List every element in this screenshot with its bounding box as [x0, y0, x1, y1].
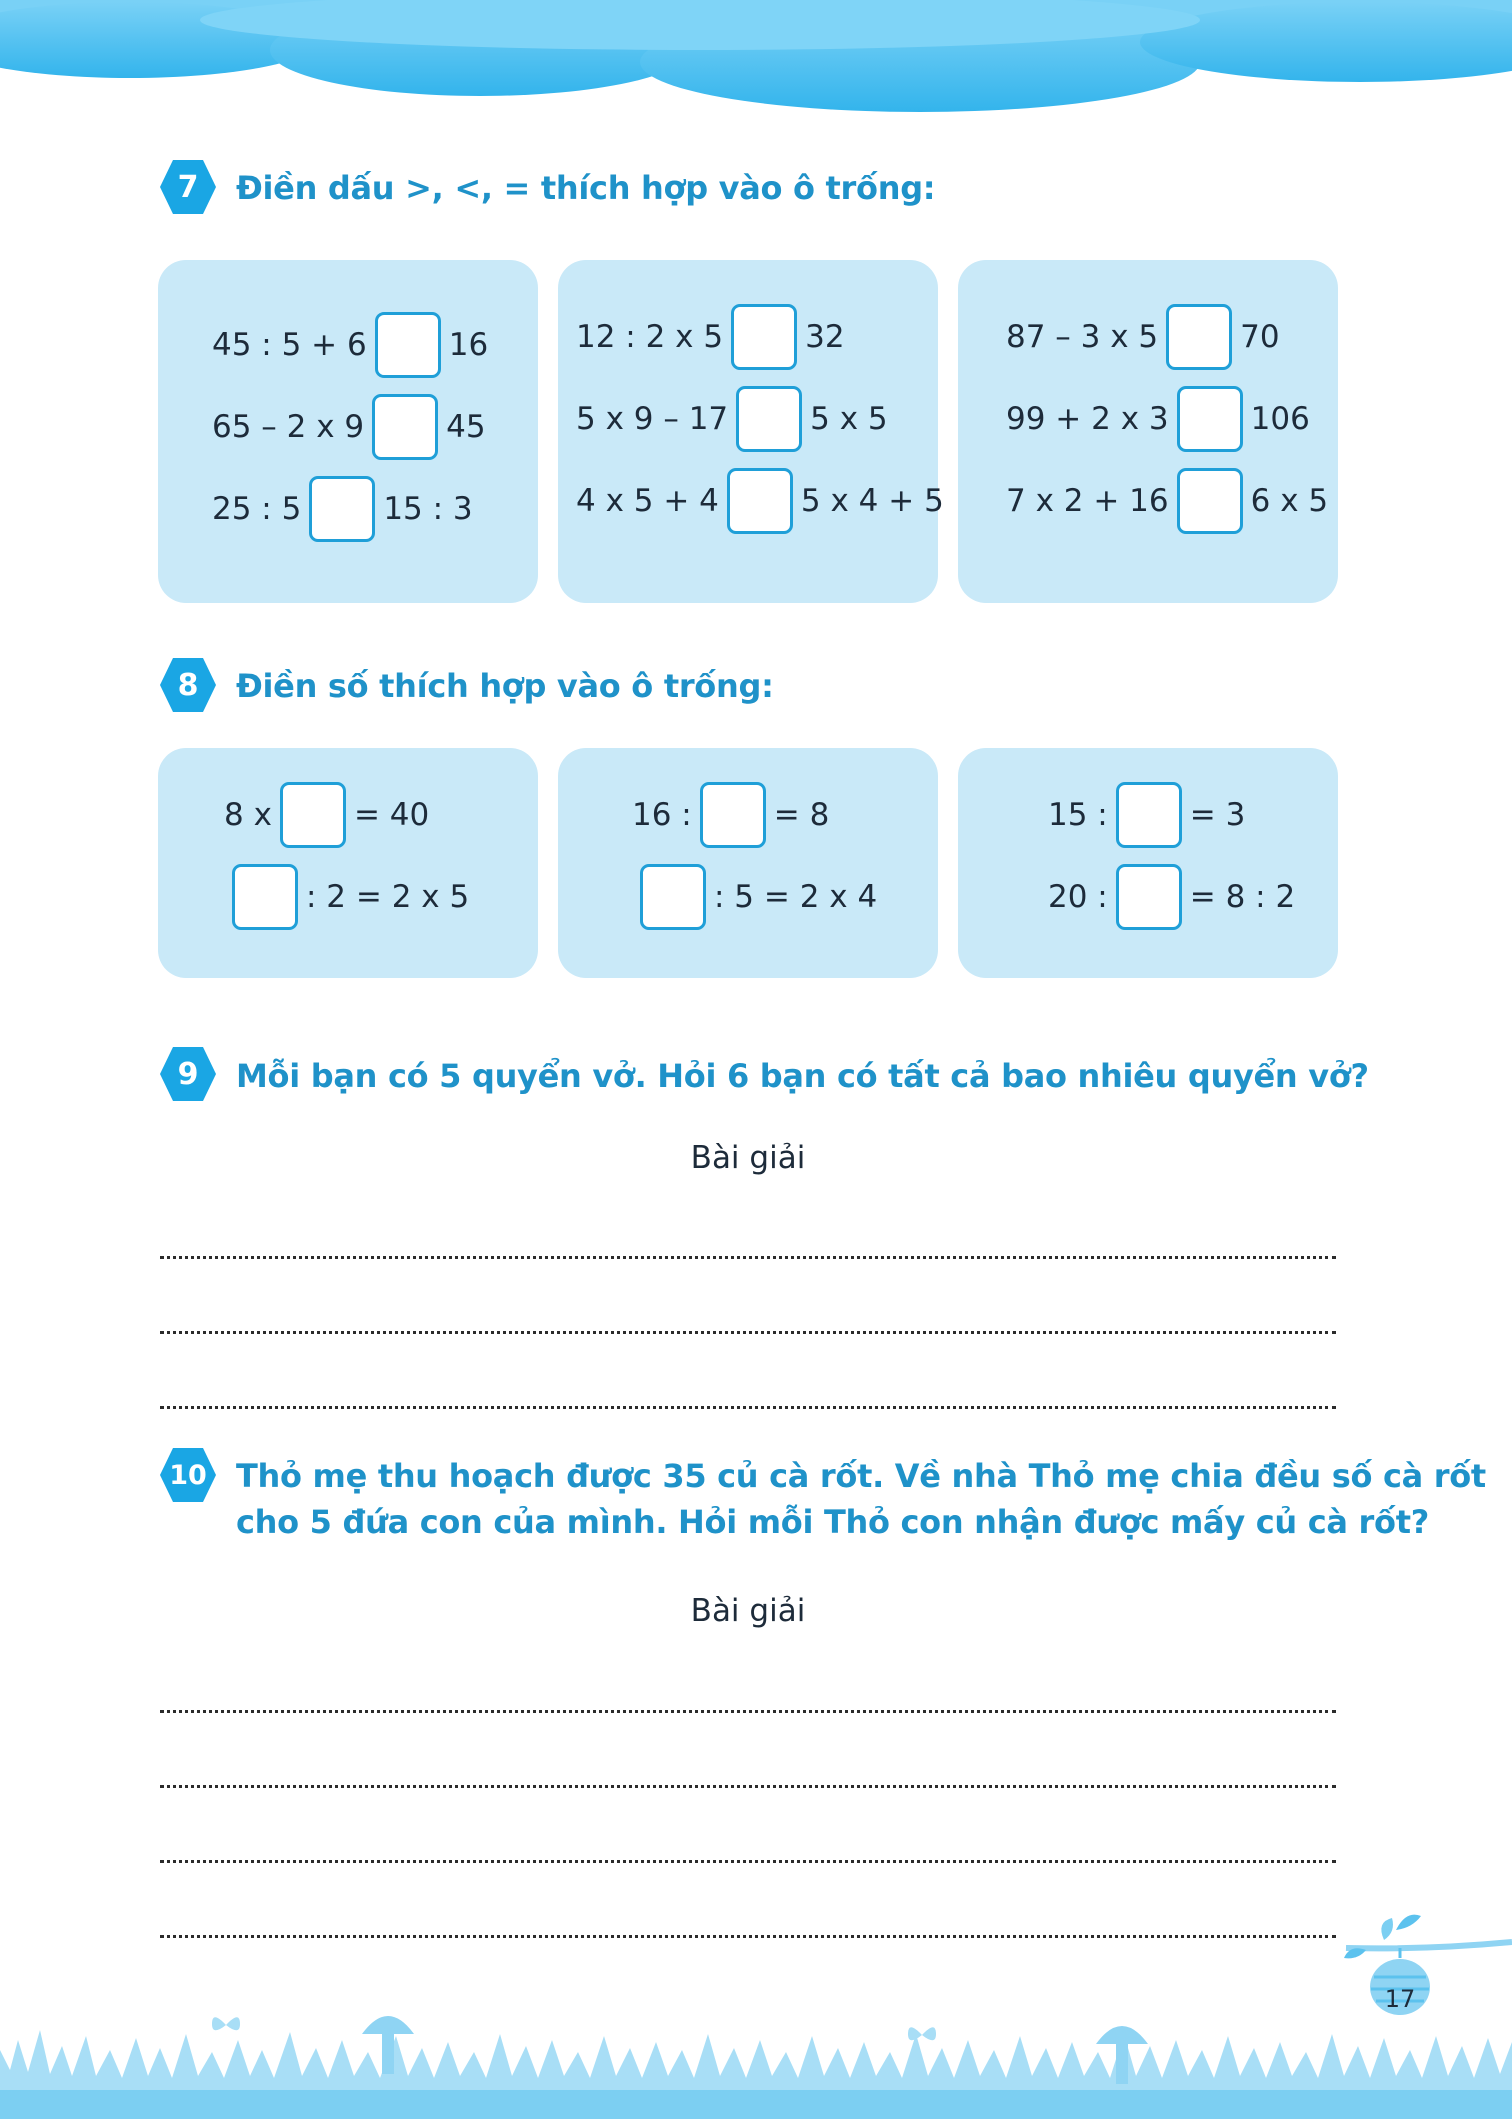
page-number: 17 [1384, 1985, 1416, 2013]
answer-box[interactable] [1116, 864, 1182, 930]
question-number: 7 [177, 169, 199, 205]
answer-box[interactable] [1116, 782, 1182, 848]
answer-line[interactable] [160, 1256, 1336, 1259]
answer-line[interactable] [160, 1785, 1336, 1788]
solution-label: Bài giải [690, 1140, 806, 1176]
answer-line[interactable] [160, 1860, 1336, 1863]
fill-row [632, 780, 829, 850]
expression-after: : 2 = 2 x 5 [306, 879, 470, 915]
right-expression: 6 x 5 [1250, 483, 1329, 519]
butterfly-icon [208, 2010, 244, 2040]
question-number: 9 [177, 1056, 199, 1092]
answer-line[interactable] [160, 1406, 1336, 1409]
right-expression: 70 [1240, 319, 1280, 355]
fill-row [224, 780, 429, 850]
right-expression: 5 x 5 [810, 401, 888, 437]
comparison-row [576, 466, 944, 536]
left-expression: 99 + 2 x 3 [1006, 401, 1169, 437]
comparison-row [212, 392, 486, 462]
answer-line[interactable] [160, 1710, 1336, 1713]
comparison-row [212, 310, 488, 380]
answer-box[interactable] [1166, 304, 1232, 370]
left-expression: 7 x 2 + 16 [1006, 483, 1169, 519]
answer-box[interactable] [731, 304, 797, 370]
expression-before: 16 : [632, 797, 692, 833]
comparison-row [1006, 302, 1280, 372]
expression-before: 15 : [1048, 797, 1108, 833]
answer-box[interactable] [700, 782, 766, 848]
expression-after: = 8 : 2 [1189, 879, 1296, 915]
left-expression: 25 : 5 [212, 491, 302, 527]
right-expression: 15 : 3 [383, 491, 473, 527]
comparison-row [1006, 466, 1328, 536]
comparison-row [576, 384, 888, 454]
exercise-panel [958, 260, 1338, 603]
mushroom-icon [1092, 2014, 1152, 2084]
question-number-badge [158, 1445, 218, 1505]
answer-box[interactable] [1177, 386, 1243, 452]
exercise-panel [958, 748, 1338, 978]
answer-box[interactable] [736, 386, 802, 452]
expression-before: 8 x [224, 797, 272, 833]
answer-box[interactable] [1177, 468, 1243, 534]
comparison-row [1006, 384, 1310, 454]
answer-line[interactable] [160, 1331, 1336, 1334]
answer-box[interactable] [372, 394, 438, 460]
question-title-line-2: cho 5 đứa con của mình. Hỏi mỗi Thỏ con nhận được mấy củ cà rốt? [236, 1503, 1429, 1541]
answer-box[interactable] [727, 468, 793, 534]
left-expression: 87 – 3 x 5 [1006, 319, 1159, 355]
left-expression: 12 : 2 x 5 [576, 319, 724, 355]
question-title: Mỗi bạn có 5 quyển vở. Hỏi 6 bạn có tất cả bao nhiêu quyển vở? [236, 1057, 1369, 1095]
fill-row [224, 862, 469, 932]
butterfly-icon [904, 2020, 940, 2050]
left-expression: 65 – 2 x 9 [212, 409, 365, 445]
question-number-badge [158, 655, 218, 715]
answer-box[interactable] [640, 864, 706, 930]
left-expression: 45 : 5 + 6 [212, 327, 367, 363]
answer-box[interactable] [280, 782, 346, 848]
question-number-badge [158, 1044, 218, 1104]
right-expression: 45 [446, 409, 486, 445]
question-number-badge [158, 157, 218, 217]
fill-row [1048, 862, 1295, 932]
exercise-panel [558, 260, 944, 603]
question-number: 8 [177, 667, 199, 703]
fill-row [1048, 780, 1245, 850]
mushroom-icon [358, 2004, 418, 2074]
expression-before: 20 : [1048, 879, 1108, 915]
right-expression: 106 [1250, 401, 1310, 437]
answer-box[interactable] [375, 312, 441, 378]
expression-after: : 5 = 2 x 4 [714, 879, 878, 915]
solution-label: Bài giải [690, 1593, 806, 1629]
cloud-banner [0, 0, 1512, 120]
expression-after: = 40 [353, 797, 430, 833]
expression-after: = 8 [773, 797, 830, 833]
exercise-panel [158, 748, 538, 978]
left-expression: 5 x 9 – 17 [576, 401, 729, 437]
comparison-row [576, 302, 845, 372]
fill-row [632, 862, 877, 932]
right-expression: 5 x 4 + 5 [800, 483, 944, 519]
expression-after: = 3 [1189, 797, 1246, 833]
question-title-line-1: Thỏ mẹ thu hoạch được 35 củ cà rốt. Về nhà Thỏ mẹ chia đều số cà rốt [236, 1457, 1486, 1495]
left-expression: 4 x 5 + 4 [576, 483, 719, 519]
right-expression: 32 [805, 319, 845, 355]
right-expression: 16 [448, 327, 489, 363]
comparison-row [212, 474, 473, 544]
exercise-panel [558, 748, 938, 978]
exercise-panel [158, 260, 538, 603]
question-number: 10 [169, 1459, 207, 1491]
answer-box[interactable] [232, 864, 298, 930]
question-title: Điền số thích hợp vào ô trống: [236, 667, 774, 705]
answer-line[interactable] [160, 1935, 1336, 1938]
question-title: Điền dấu >, <, = thích hợp vào ô trống: [236, 169, 936, 207]
answer-box[interactable] [309, 476, 375, 542]
